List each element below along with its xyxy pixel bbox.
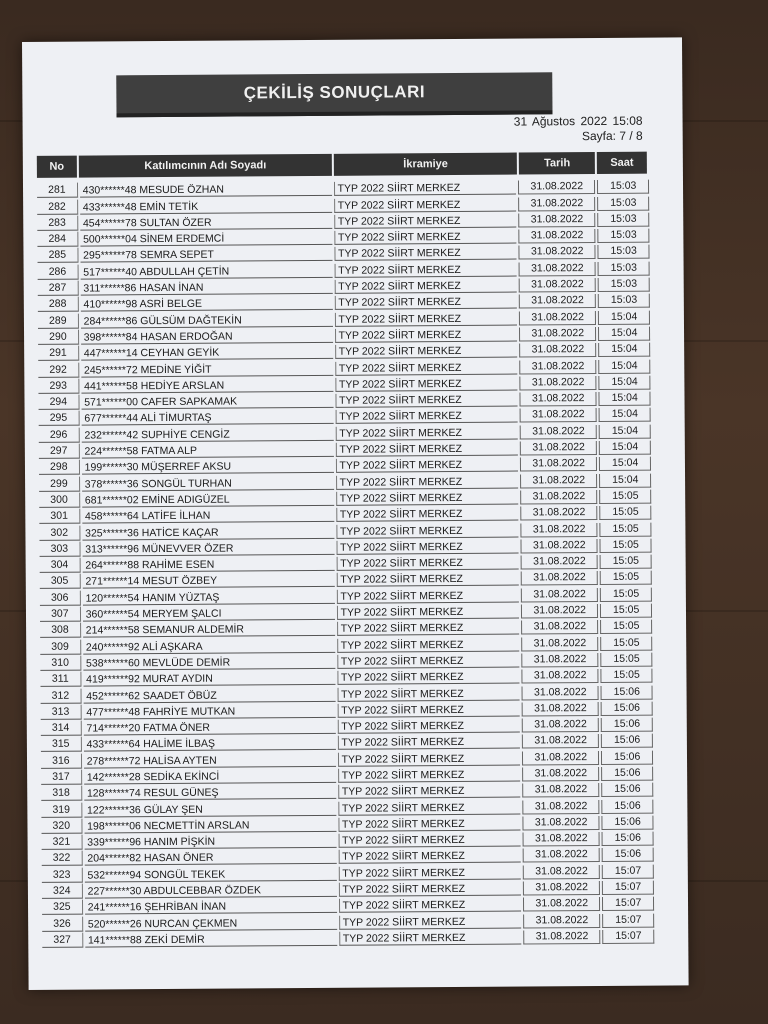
- row-number: 304: [40, 558, 81, 573]
- row-number: 321: [42, 835, 83, 850]
- draw-date: 31.08.2022: [521, 539, 598, 554]
- participant-name: 477******48 FAHRİYE MUTKAN: [83, 704, 335, 720]
- draw-date: 31.08.2022: [521, 637, 598, 652]
- participant-name: 278******72 HALİSA AYTEN: [84, 753, 336, 769]
- prize-name: TYP 2022 SİİRT MERKEZ: [338, 751, 521, 766]
- row-number: 303: [39, 541, 80, 556]
- prize-name: TYP 2022 SİİRT MERKEZ: [338, 833, 521, 848]
- draw-date: 31.08.2022: [522, 800, 599, 815]
- row-number: 301: [39, 509, 80, 524]
- results-table-body: [37, 178, 654, 948]
- header-date: Tarih: [519, 152, 595, 175]
- participant-name: 204******82 HASAN ÖNER: [84, 850, 336, 866]
- row-number: 314: [41, 721, 82, 736]
- participant-name: 120******54 HANIM YÜZTAŞ: [83, 590, 335, 606]
- prize-name: TYP 2022 SİİRT MERKEZ: [334, 181, 517, 196]
- print-date-day: 31 Ağustos 2022: [513, 113, 608, 129]
- draw-date: 31.08.2022: [519, 343, 596, 358]
- draw-date: 31.08.2022: [519, 311, 596, 326]
- header-time: Saat: [597, 152, 647, 174]
- draw-time: 15:03: [597, 180, 649, 194]
- prize-name: TYP 2022 SİİRT MERKEZ: [337, 605, 520, 620]
- prize-name: TYP 2022 SİİRT MERKEZ: [334, 295, 517, 310]
- draw-time: 15:05: [601, 653, 653, 667]
- prize-name: TYP 2022 SİİRT MERKEZ: [337, 719, 520, 734]
- row-number: 313: [41, 704, 82, 719]
- participant-name: 571******00 CAFER SAPKAMAK: [81, 394, 333, 410]
- row-number: 318: [41, 786, 82, 801]
- participant-name: 454******78 SULTAN ÖZER: [80, 215, 332, 231]
- draw-date: 31.08.2022: [519, 278, 596, 293]
- prize-name: TYP 2022 SİİRT MERKEZ: [335, 442, 518, 457]
- prize-name: TYP 2022 SİİRT MERKEZ: [335, 328, 518, 343]
- participant-name: 398******84 HASAN ERDOĞAN: [81, 329, 333, 345]
- draw-date: 31.08.2022: [522, 816, 599, 831]
- draw-date: 31.08.2022: [520, 457, 597, 472]
- participant-name: 500******04 SİNEM ERDEMCİ: [80, 231, 332, 247]
- draw-time: 15:05: [600, 571, 652, 585]
- draw-date: 31.08.2022: [523, 897, 600, 912]
- participant-name: 433******48 EMİN TETİK: [80, 198, 332, 214]
- participant-name: 122******36 GÜLAY ŞEN: [84, 801, 336, 817]
- row-number: 281: [37, 183, 78, 198]
- participant-name: 714******20 FATMA ÖNER: [83, 720, 335, 736]
- row-number: 326: [42, 916, 83, 931]
- participant-name: 447******14 CEYHAN GEYİK: [81, 345, 333, 361]
- draw-time: 15:05: [600, 522, 652, 536]
- draw-date: 31.08.2022: [522, 718, 599, 733]
- prize-name: TYP 2022 SİİRT MERKEZ: [337, 702, 520, 717]
- draw-time: 15:04: [599, 473, 651, 487]
- prize-name: TYP 2022 SİİRT MERKEZ: [336, 474, 519, 489]
- row-number: 310: [40, 656, 81, 671]
- participant-name: 419******92 MURAT AYDIN: [83, 671, 335, 687]
- draw-time: 15:06: [602, 832, 654, 846]
- prize-name: TYP 2022 SİİRT MERKEZ: [334, 279, 517, 294]
- participant-name: 284******86 GÜLSÜM DAĞTEKİN: [81, 313, 333, 329]
- prize-name: TYP 2022 SİİRT MERKEZ: [335, 409, 518, 424]
- prize-name: TYP 2022 SİİRT MERKEZ: [335, 458, 518, 473]
- prize-name: TYP 2022 SİİRT MERKEZ: [339, 930, 522, 945]
- draw-date: 31.08.2022: [522, 702, 599, 717]
- draw-time: 15:06: [602, 815, 654, 829]
- prize-name: TYP 2022 SİİRT MERKEZ: [336, 490, 519, 505]
- draw-time: 15:04: [598, 327, 650, 341]
- prize-name: TYP 2022 SİİRT MERKEZ: [334, 197, 517, 212]
- row-number: 287: [38, 281, 79, 296]
- draw-date: 31.08.2022: [523, 914, 600, 929]
- draw-date: 31.08.2022: [520, 408, 597, 423]
- row-number: 296: [39, 427, 80, 442]
- participant-name: 271******14 MESUT ÖZBEY: [82, 573, 334, 589]
- participant-name: 410******98 ASRİ BELGE: [80, 296, 332, 312]
- participant-name: 313******96 MÜNEVVER ÖZER: [82, 541, 334, 557]
- participant-name: 311******86 HASAN İNAN: [80, 280, 332, 296]
- participant-name: 141******88 ZEKİ DEMİR: [85, 932, 337, 948]
- row-number: 284: [37, 232, 78, 247]
- prize-name: TYP 2022 SİİRT MERKEZ: [336, 572, 519, 587]
- prize-name: TYP 2022 SİİRT MERKEZ: [339, 914, 522, 929]
- draw-date: 31.08.2022: [519, 376, 596, 391]
- row-number: 316: [41, 753, 82, 768]
- draw-date: 31.08.2022: [523, 832, 600, 847]
- participant-name: 339******96 HANIM PİŞKİN: [84, 834, 336, 850]
- prize-name: TYP 2022 SİİRT MERKEZ: [338, 849, 521, 864]
- prize-name: TYP 2022 SİİRT MERKEZ: [337, 686, 520, 701]
- draw-time: 15:04: [599, 408, 651, 422]
- row-number: 315: [41, 737, 82, 752]
- row-number: 308: [40, 623, 81, 638]
- draw-date: 31.08.2022: [522, 751, 599, 766]
- row-number: 282: [37, 199, 78, 214]
- prize-name: TYP 2022 SİİRT MERKEZ: [335, 344, 518, 359]
- participant-name: 198******06 NECMETTİN ARSLAN: [84, 818, 336, 834]
- draw-time: 15:04: [599, 424, 651, 438]
- row-number: 311: [40, 672, 81, 687]
- draw-date: 31.08.2022: [519, 262, 596, 277]
- draw-date: 31.08.2022: [520, 506, 597, 521]
- participant-name: 452******62 SAADET ÖBÜZ: [83, 687, 335, 703]
- prize-name: TYP 2022 SİİRT MERKEZ: [337, 621, 520, 636]
- draw-date: 31.08.2022: [521, 571, 598, 586]
- row-number: 324: [42, 884, 83, 899]
- prize-name: TYP 2022 SİİRT MERKEZ: [335, 360, 518, 375]
- prize-name: TYP 2022 SİİRT MERKEZ: [337, 670, 520, 685]
- participant-name: 325******36 HATİCE KAÇAR: [82, 524, 334, 540]
- row-number: 295: [39, 411, 80, 426]
- draw-date: 31.08.2022: [522, 783, 599, 798]
- row-number: 290: [38, 330, 79, 345]
- participant-name: 199******30 MÜŞERREF AKSU: [82, 459, 334, 475]
- participant-name: 214******58 SEMANUR ALDEMİR: [83, 622, 335, 638]
- draw-time: 15:03: [598, 294, 650, 308]
- draw-date: 31.08.2022: [523, 865, 600, 880]
- draw-date: 31.08.2022: [522, 685, 599, 700]
- row-number: 305: [40, 574, 81, 589]
- participant-name: 681******02 EMİNE ADIGÜZEL: [82, 492, 334, 508]
- draw-date: 31.08.2022: [523, 881, 600, 896]
- row-number: 302: [39, 525, 80, 540]
- row-number: 291: [38, 346, 79, 361]
- participant-name: 264******88 RAHİME ESEN: [82, 557, 334, 573]
- row-number: 283: [37, 216, 78, 231]
- prize-name: TYP 2022 SİİRT MERKEZ: [337, 653, 520, 668]
- table-header: [37, 152, 647, 178]
- draw-time: 15:05: [600, 620, 652, 634]
- prize-name: TYP 2022 SİİRT MERKEZ: [334, 213, 517, 228]
- row-number: 323: [42, 867, 83, 882]
- page-indicator: Sayfa: 7 / 8: [581, 128, 643, 144]
- prize-name: TYP 2022 SİİRT MERKEZ: [338, 800, 521, 815]
- participant-name: 128******74 RESUL GÜNEŞ: [84, 785, 336, 801]
- document-title: ÇEKİLİŞ SONUÇLARI: [116, 72, 552, 117]
- draw-time: 15:05: [600, 587, 652, 601]
- draw-time: 15:06: [602, 783, 654, 797]
- prize-name: TYP 2022 SİİRT MERKEZ: [338, 865, 521, 880]
- draw-time: 15:07: [603, 930, 655, 944]
- draw-time: 15:05: [601, 669, 653, 683]
- participant-name: 232******42 SUPHİYE CENGİZ: [81, 427, 333, 443]
- prize-name: TYP 2022 SİİRT MERKEZ: [336, 523, 519, 538]
- row-number: 322: [42, 851, 83, 866]
- draw-date: 31.08.2022: [520, 474, 597, 489]
- row-number: 312: [41, 688, 82, 703]
- prize-name: TYP 2022 SİİRT MERKEZ: [338, 784, 521, 799]
- draw-time: 15:06: [601, 767, 653, 781]
- draw-date: 31.08.2022: [520, 392, 597, 407]
- results-sheet: [22, 37, 689, 990]
- row-number: 297: [39, 444, 80, 459]
- draw-time: 15:04: [598, 310, 650, 324]
- draw-time: 15:04: [599, 343, 651, 357]
- row-number: 300: [39, 493, 80, 508]
- prize-name: TYP 2022 SİİRT MERKEZ: [334, 262, 517, 277]
- draw-time: 15:06: [601, 685, 653, 699]
- print-date-time: 15:08: [612, 113, 643, 128]
- participant-name: 360******54 MERYEM ŞALCI: [83, 606, 335, 622]
- draw-time: 15:05: [600, 490, 652, 504]
- draw-date: 31.08.2022: [521, 604, 598, 619]
- participant-name: 441******58 HEDİYE ARSLAN: [81, 378, 333, 394]
- draw-time: 15:07: [602, 864, 654, 878]
- draw-time: 15:06: [601, 750, 653, 764]
- prize-name: TYP 2022 SİİRT MERKEZ: [335, 425, 518, 440]
- row-number: 325: [42, 900, 83, 915]
- draw-date: 31.08.2022: [520, 425, 597, 440]
- draw-date: 31.08.2022: [518, 245, 595, 260]
- participant-name: 517******40 ABDULLAH ÇETİN: [80, 264, 332, 280]
- draw-time: 15:04: [599, 441, 651, 455]
- draw-time: 15:07: [602, 881, 654, 895]
- participant-name: 677******44 ALİ TİMURTAŞ: [81, 410, 333, 426]
- prize-name: TYP 2022 SİİRT MERKEZ: [336, 539, 519, 554]
- draw-date: 31.08.2022: [521, 653, 598, 668]
- participant-name: 430******48 MESUDE ÖZHAN: [80, 182, 332, 198]
- draw-date: 31.08.2022: [520, 490, 597, 505]
- row-number: 327: [42, 933, 83, 948]
- row-number: 288: [38, 297, 79, 312]
- draw-time: 15:04: [599, 359, 651, 373]
- prize-name: TYP 2022 SİİRT MERKEZ: [338, 768, 521, 783]
- row-number: 286: [38, 264, 79, 279]
- draw-time: 15:06: [602, 799, 654, 813]
- draw-time: 15:03: [598, 278, 650, 292]
- draw-date: 31.08.2022: [523, 930, 600, 945]
- prize-name: TYP 2022 SİİRT MERKEZ: [335, 376, 518, 391]
- row-number: 317: [41, 770, 82, 785]
- participant-name: 458******64 LATİFE İLHAN: [82, 508, 334, 524]
- draw-date: 31.08.2022: [520, 441, 597, 456]
- draw-time: 15:05: [601, 636, 653, 650]
- draw-time: 15:05: [600, 555, 652, 569]
- draw-date: 31.08.2022: [519, 294, 596, 309]
- row-number: 309: [40, 639, 81, 654]
- participant-name: 224******58 FATMA ALP: [81, 443, 333, 459]
- prize-name: TYP 2022 SİİRT MERKEZ: [338, 882, 521, 897]
- header-prize: İkramiye: [334, 153, 518, 176]
- draw-time: 15:03: [598, 261, 650, 275]
- participant-name: 538******60 MEVLÜDE DEMİR: [83, 655, 335, 671]
- draw-time: 15:05: [600, 604, 652, 618]
- row-number: 289: [38, 313, 79, 328]
- prize-name: TYP 2022 SİİRT MERKEZ: [334, 230, 517, 245]
- prize-name: TYP 2022 SİİRT MERKEZ: [334, 311, 517, 326]
- draw-date: 31.08.2022: [520, 523, 597, 538]
- draw-time: 15:03: [598, 213, 650, 227]
- participant-name: 142******28 SEDİKA EKİNCİ: [84, 769, 336, 785]
- participant-name: 378******36 SONGÜL TURHAN: [82, 475, 334, 491]
- draw-time: 15:06: [601, 734, 653, 748]
- participant-name: 295******78 SEMRA SEPET: [80, 247, 332, 263]
- draw-date: 31.08.2022: [521, 620, 598, 635]
- prize-name: TYP 2022 SİİRT MERKEZ: [336, 556, 519, 571]
- row-number: 307: [40, 607, 81, 622]
- row-number: 319: [41, 802, 82, 817]
- prize-name: TYP 2022 SİİRT MERKEZ: [336, 588, 519, 603]
- draw-date: 31.08.2022: [519, 327, 596, 342]
- draw-time: 15:05: [600, 506, 652, 520]
- row-number: 306: [40, 590, 81, 605]
- draw-time: 15:06: [602, 848, 654, 862]
- participant-name: 240******92 ALİ AŞKARA: [83, 638, 335, 654]
- row-number: 294: [38, 395, 79, 410]
- prize-name: TYP 2022 SİİRT MERKEZ: [337, 735, 520, 750]
- header-no: No: [37, 156, 77, 178]
- participant-name: 241******16 ŞEHRİBAN İNAN: [85, 899, 337, 915]
- row-number: 298: [39, 460, 80, 475]
- draw-time: 15:04: [599, 375, 651, 389]
- header-name: Katılımcının Adı Soyadı: [79, 154, 332, 178]
- draw-date: 31.08.2022: [518, 213, 595, 228]
- draw-date: 31.08.2022: [519, 360, 596, 375]
- participant-name: 227******30 ABDULCEBBAR ÖZDEK: [85, 883, 337, 899]
- row-number: 285: [37, 248, 78, 263]
- draw-date: 31.08.2022: [521, 555, 598, 570]
- draw-time: 15:06: [601, 718, 653, 732]
- participant-name: 520******26 NURCAN ÇEKMEN: [85, 915, 337, 931]
- prize-name: TYP 2022 SİİRT MERKEZ: [338, 816, 521, 831]
- draw-time: 15:04: [599, 392, 651, 406]
- draw-date: 31.08.2022: [522, 767, 599, 782]
- draw-time: 15:07: [603, 913, 655, 927]
- draw-date: 31.08.2022: [518, 180, 595, 195]
- row-number: 293: [38, 378, 79, 393]
- draw-date: 31.08.2022: [521, 588, 598, 603]
- draw-date: 31.08.2022: [518, 197, 595, 212]
- row-number: 320: [41, 818, 82, 833]
- draw-time: 15:03: [598, 229, 650, 243]
- prize-name: TYP 2022 SİİRT MERKEZ: [339, 898, 522, 913]
- row-number: 292: [38, 362, 79, 377]
- draw-time: 15:06: [601, 701, 653, 715]
- row-number: 299: [39, 476, 80, 491]
- prize-name: TYP 2022 SİİRT MERKEZ: [335, 393, 518, 408]
- draw-time: 15:05: [600, 538, 652, 552]
- participant-name: 433******64 HALİME İLBAŞ: [84, 736, 336, 752]
- participant-name: 245******72 MEDİNE YİĞİT: [81, 361, 333, 377]
- prize-name: TYP 2022 SİİRT MERKEZ: [336, 507, 519, 522]
- draw-time: 15:07: [602, 897, 654, 911]
- draw-date: 31.08.2022: [518, 229, 595, 244]
- draw-time: 15:03: [598, 196, 650, 210]
- draw-time: 15:03: [598, 245, 650, 259]
- participant-name: 532******94 SONGÜL TEKEK: [84, 867, 336, 883]
- draw-date: 31.08.2022: [522, 734, 599, 749]
- draw-time: 15:04: [599, 457, 651, 471]
- draw-date: 31.08.2022: [523, 848, 600, 863]
- prize-name: TYP 2022 SİİRT MERKEZ: [334, 246, 517, 261]
- print-date: [514, 114, 643, 129]
- prize-name: TYP 2022 SİİRT MERKEZ: [337, 637, 520, 652]
- draw-date: 31.08.2022: [521, 669, 598, 684]
